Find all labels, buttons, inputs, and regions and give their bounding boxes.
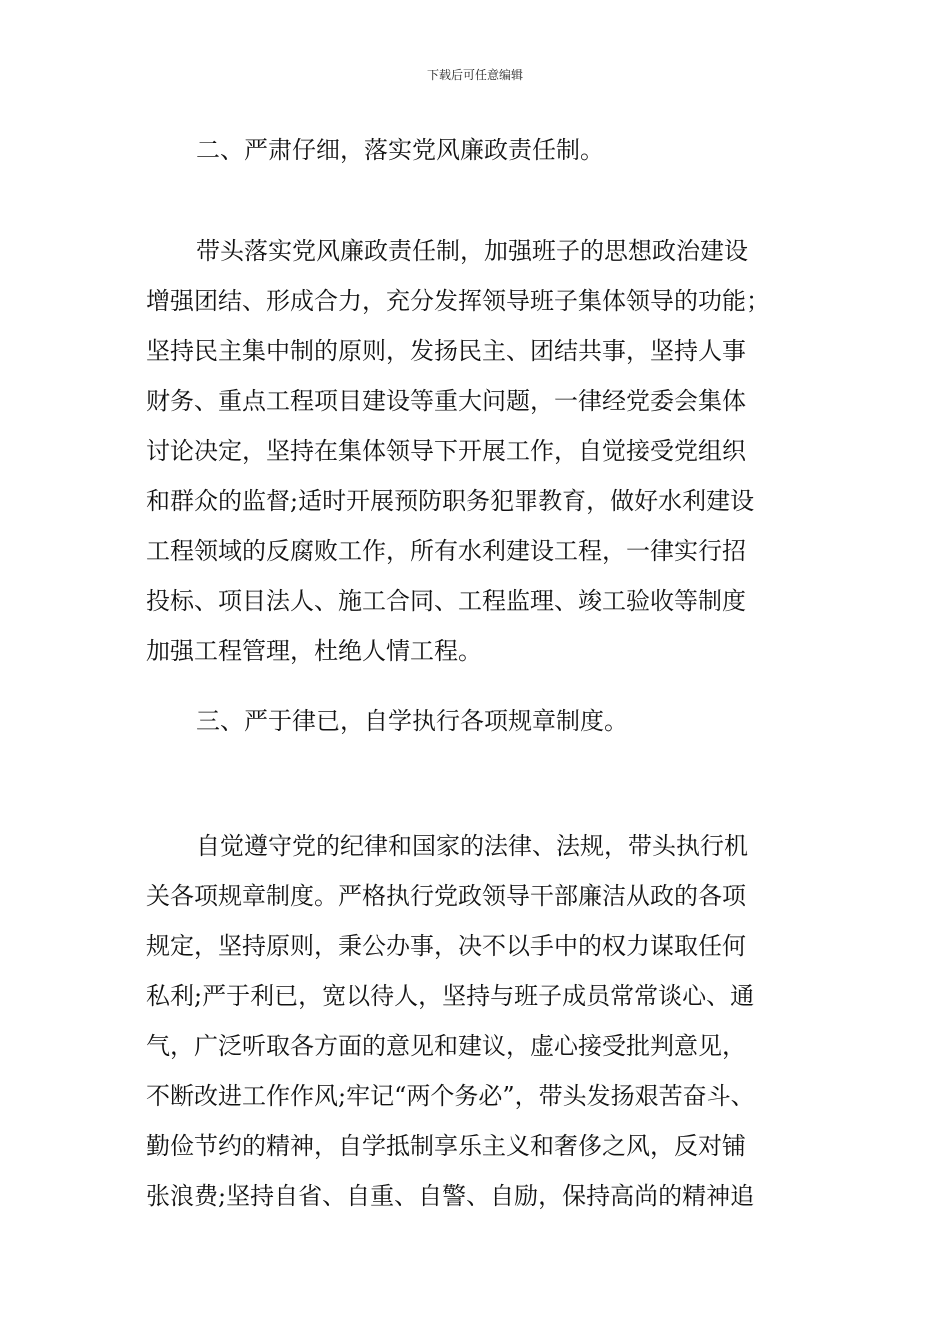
paragraph-line: 加强工程管理，杜绝人情工程。	[146, 637, 482, 665]
paragraph-line: 张浪费;坚持自省、自重、自警、自励，保持高尚的精神追	[146, 1182, 755, 1210]
paragraph-line: 规定，坚持原则，秉公办事，决不以手中的权力谋取任何	[146, 932, 746, 960]
section-3-paragraph	[146, 821, 826, 1221]
section-3-heading: 三、严于律已，自学执行各项规章制度。	[196, 707, 628, 735]
paragraph-line: 坚持民主集中制的原则，发扬民主、团结共事，坚持人事	[146, 337, 746, 365]
paragraph-line: 增强团结、形成合力，充分发挥领导班子集体领导的功能；	[146, 287, 770, 315]
paragraph-line: 自觉遵守党的纪律和国家的法律、法规，带头执行机	[196, 832, 748, 860]
paragraph-line: 财务、重点工程项目建设等重大问题，一律经党委会集体	[146, 387, 746, 415]
paragraph-line: 私利;严于利已，宽以待人，坚持与班子成员常常谈心、通	[146, 982, 755, 1010]
paragraph-line: 气，广泛听取各方面的意见和建议，虚心接受批判意见，	[146, 1032, 746, 1060]
page-header-note: 下载后可任意编辑	[426, 68, 523, 82]
paragraph-line: 勤俭节约的精神，自学抵制享乐主义和奢侈之风，反对铺	[146, 1132, 746, 1160]
paragraph-line: 和群众的监督;适时开展预防职务犯罪教育，做好水利建设	[146, 487, 755, 515]
paragraph-line: 不断改进工作作风;牢记“两个务必”，带头发扬艰苦奋斗、	[146, 1082, 755, 1110]
paragraph-line: 讨论决定，坚持在集体领导下开展工作，自觉接受党组织	[146, 437, 746, 465]
paragraph-line: 带头落实党风廉政责任制，加强班子的思想政治建设	[196, 237, 748, 265]
paragraph-line: 关各项规章制度。严格执行党政领导干部廉洁从政的各项	[146, 882, 746, 910]
paragraph-line: 工程领域的反腐败工作，所有水利建设工程，一律实行招	[146, 537, 746, 565]
section-2-heading: 二、严肃仔细，落实党风廉政责任制。	[196, 136, 604, 164]
paragraph-line: 投标、项目法人、施工合同、工程监理、竣工验收等制度	[146, 587, 746, 615]
section-2-paragraph	[146, 226, 826, 676]
